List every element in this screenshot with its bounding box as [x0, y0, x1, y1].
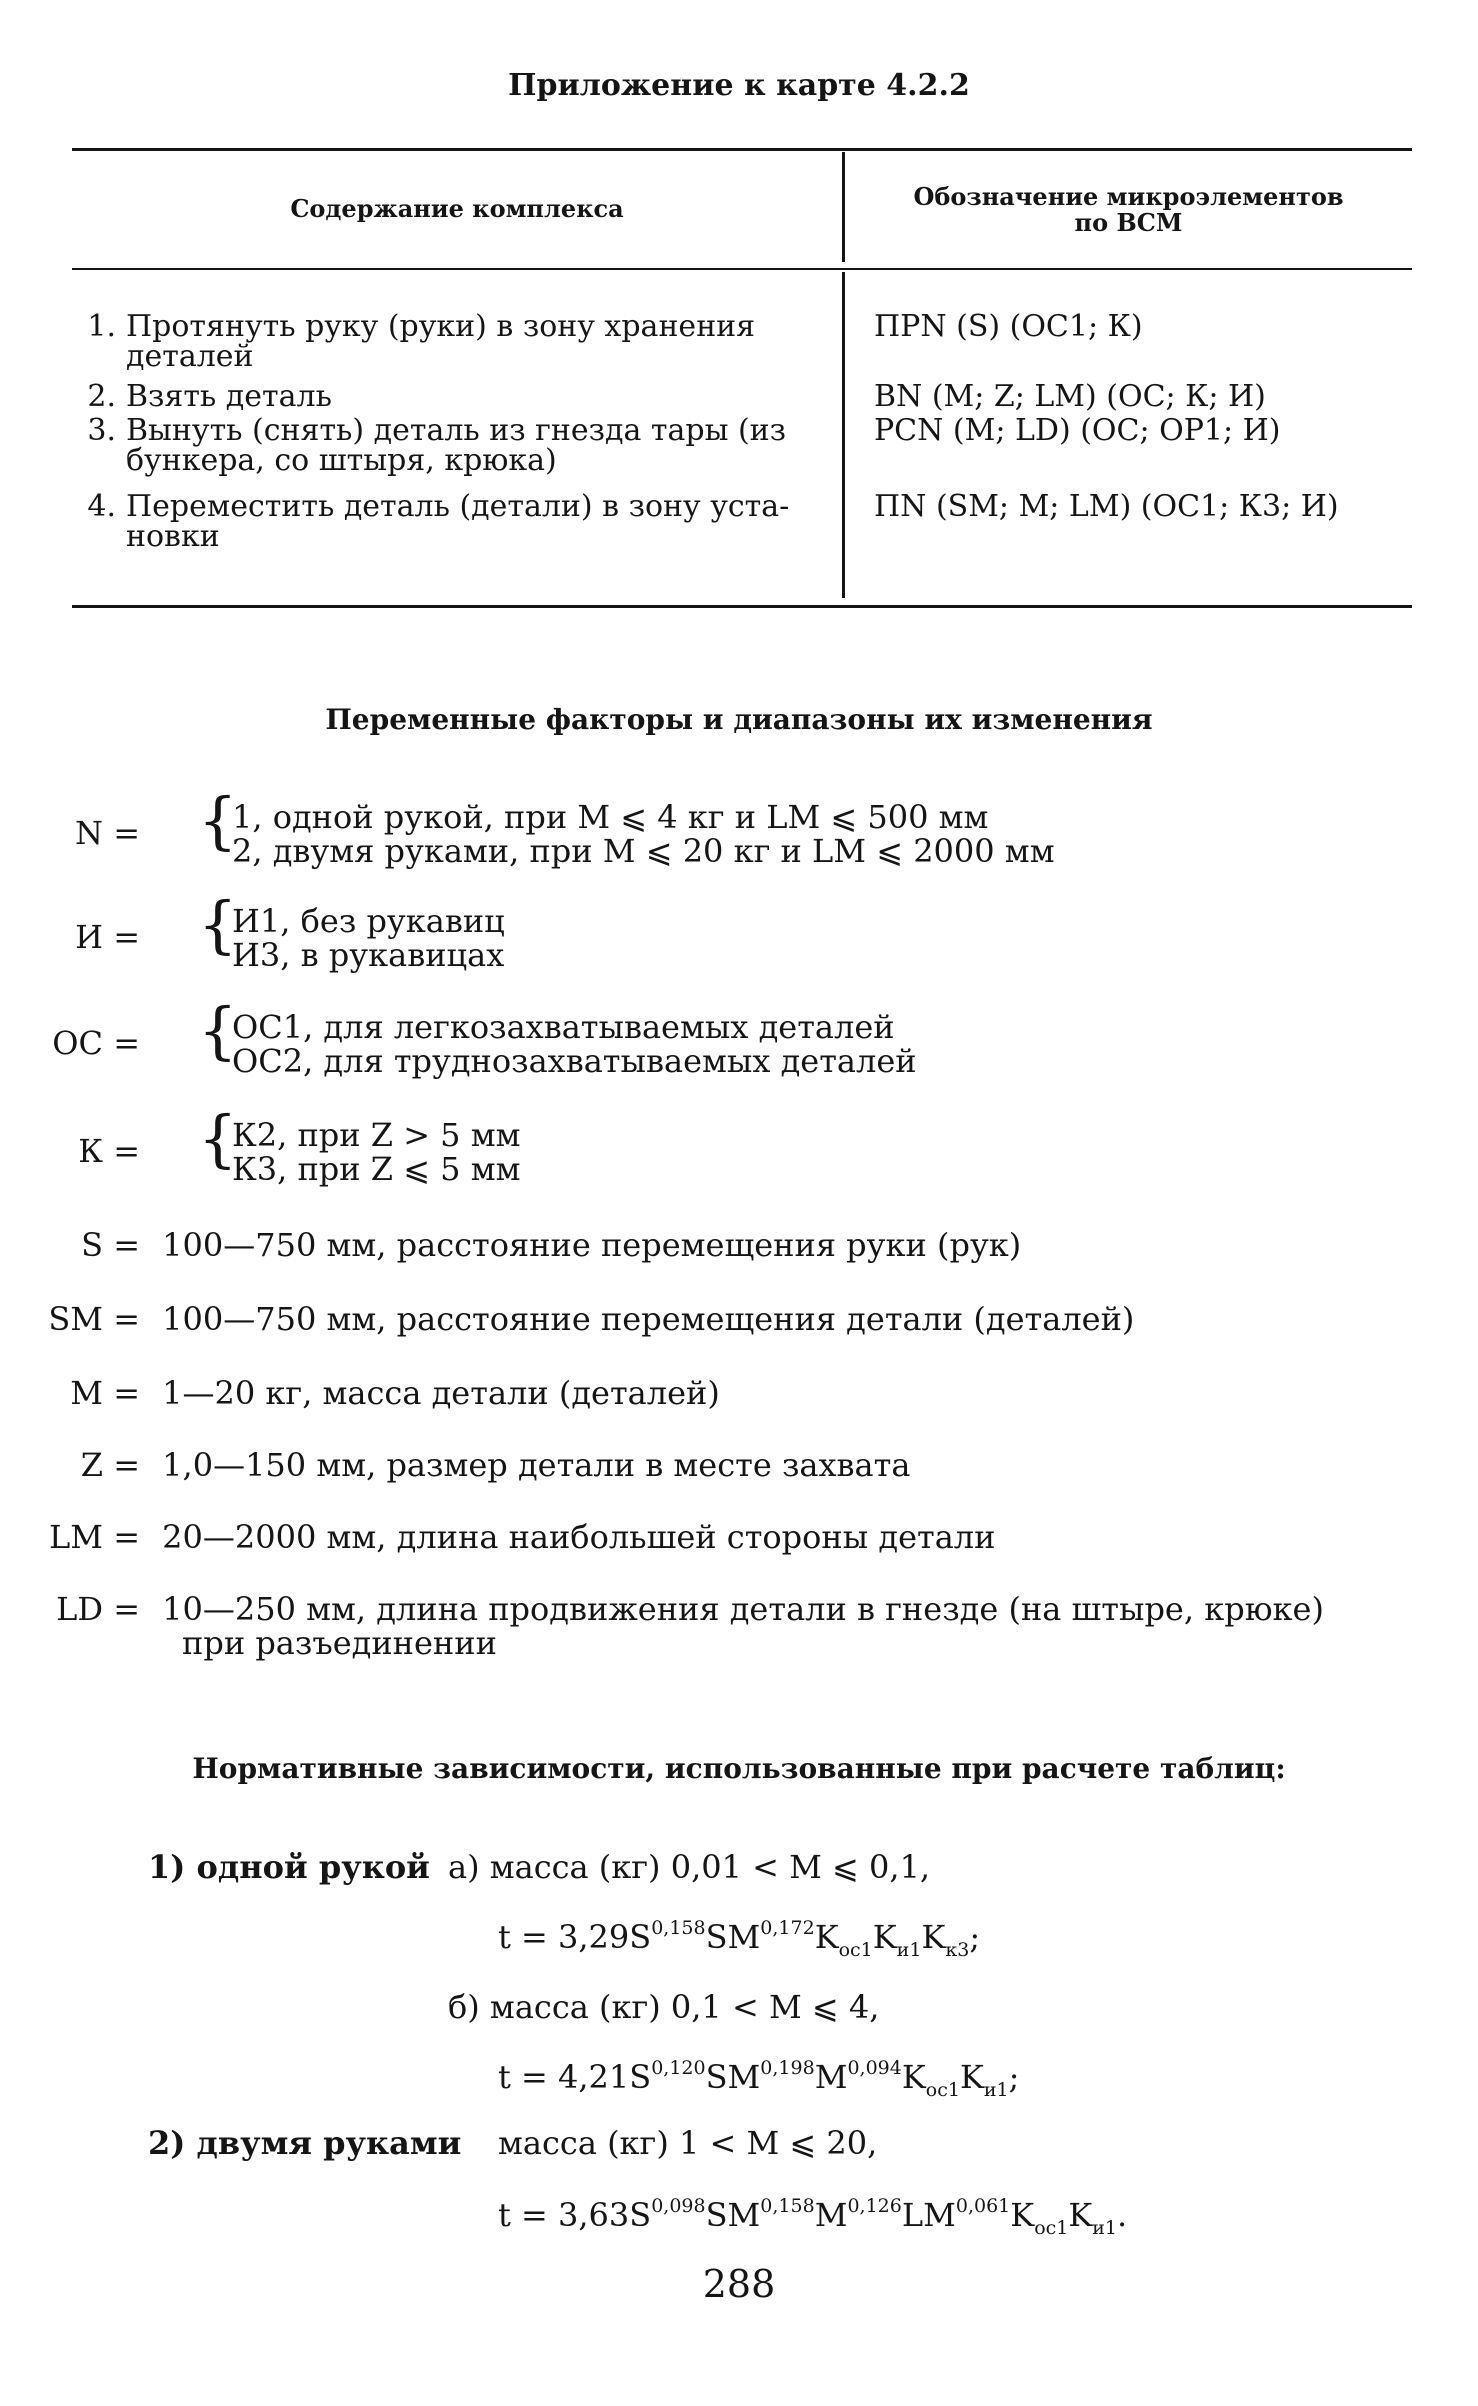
factor-m: M = 1—20 кг, масса детали (деталей) — [70, 1374, 720, 1412]
factor-i: И = { И1, без рукавиц И3, в рукавицах — [0, 902, 1478, 974]
condition-c: масса (кг) 1 < M ⩽ 20, — [498, 2124, 878, 2162]
table-row: 4. Переместить деталь (детали) в зону уста- новки — [87, 489, 790, 554]
brace-icon: { — [198, 784, 238, 857]
factor-lm: LM = 20—2000 мм, длина наибольшей стороны детали — [49, 1518, 996, 1556]
brace-icon: { — [198, 1102, 238, 1175]
factor-ld: LD = 10—250 мм, длина продвижения детали в гнезде (на штыре, крюке) при разъединении — [56, 1590, 1324, 1662]
factor-n: N = { 1, одной рукой, при M ⩽ 4 кг и LM ⩽ 500 мм 2, двумя руками, при M ⩽ 20 кг и LM ⩽ 2000 мм — [0, 798, 1478, 870]
formula-2: $t = 4,21S^{0,120}SM^{0,198}M^{0,094}K_{ос1}K_{и1}$; — [498, 2057, 1020, 2101]
factors-heading: Переменные факторы и диапазоны их изменения — [325, 703, 1153, 736]
page-title: Приложение к карте 4.2.2 — [508, 68, 970, 103]
formula-1: $t = 3,29S^{0,158}SM^{0,172}K_{ос1}K_{и1}K_{к3}$; — [498, 1917, 981, 1961]
header-designation: Обозначение микроэлементов по ВСМ — [913, 182, 1344, 237]
table-row-code: ПN (SM; М; LM) (ОС1; К3; И) — [874, 489, 1339, 524]
table-row: 1. Протянуть руку (руки) в зону хранения деталей — [87, 309, 756, 374]
table-bottom-rule — [72, 605, 1412, 608]
table-header-rule — [72, 268, 1412, 270]
table-body-divider — [842, 272, 845, 598]
factor-oc-label: ОС = — [52, 1024, 140, 1062]
factor-oc: ОС = { ОС1, для легкозахватываемых деталей ОС2, для труднозахватываемых деталей — [0, 1008, 1478, 1080]
header-content: Содержание комплекса — [290, 194, 624, 223]
factor-s: S = 100—750 мм, расстояние перемещения руки (рук) — [81, 1226, 1022, 1264]
brace-icon: { — [198, 994, 238, 1067]
factor-z: Z = 1,0—150 мм, размер детали в месте захвата — [80, 1446, 911, 1484]
table-row-code: ПРN (S) (ОС1; К) — [874, 309, 1143, 344]
norms-heading: Нормативные зависимости, использованные при расчете таблиц: — [192, 1752, 1286, 1785]
table-row-code: ВN (М; Z; LM) (ОС; К; И) — [874, 379, 1266, 414]
table-row-code: РСN (М; LD) (ОС; ОР1; И) — [874, 413, 1281, 448]
table-row: 2. Взять деталь — [87, 379, 332, 414]
condition-b: б) масса (кг) 0,1 < M ⩽ 4, — [448, 1988, 880, 2026]
condition-a: а) масса (кг) 0,01 < M ⩽ 0,1, — [448, 1848, 931, 1886]
brace-icon: { — [198, 888, 238, 961]
factor-i-label: И = — [75, 918, 140, 956]
one-hand-label: 1) одной рукой — [148, 1848, 430, 1886]
factor-k: К = { К2, при Z > 5 мм К3, при Z ⩽ 5 мм — [0, 1116, 1478, 1188]
two-hands-label: 2) двумя руками — [148, 2124, 462, 2162]
factor-sm: SM = 100—750 мм, расстояние перемещения детали (деталей) — [48, 1300, 1135, 1338]
formula-3: $t = 3,63S^{0,098}SM^{0,158}M^{0,126}LM^{0,061}K_{ос1}K_{и1}$. — [498, 2195, 1128, 2239]
factor-k-label: К = — [78, 1132, 140, 1170]
page-number: 288 — [702, 2262, 776, 2306]
table-top-rule — [72, 148, 1412, 151]
factor-n-label: N = — [75, 814, 140, 852]
table-row: 3. Вынуть (снять) деталь из гнезда тары (из бункера, со штыря, крюка) — [87, 413, 787, 478]
